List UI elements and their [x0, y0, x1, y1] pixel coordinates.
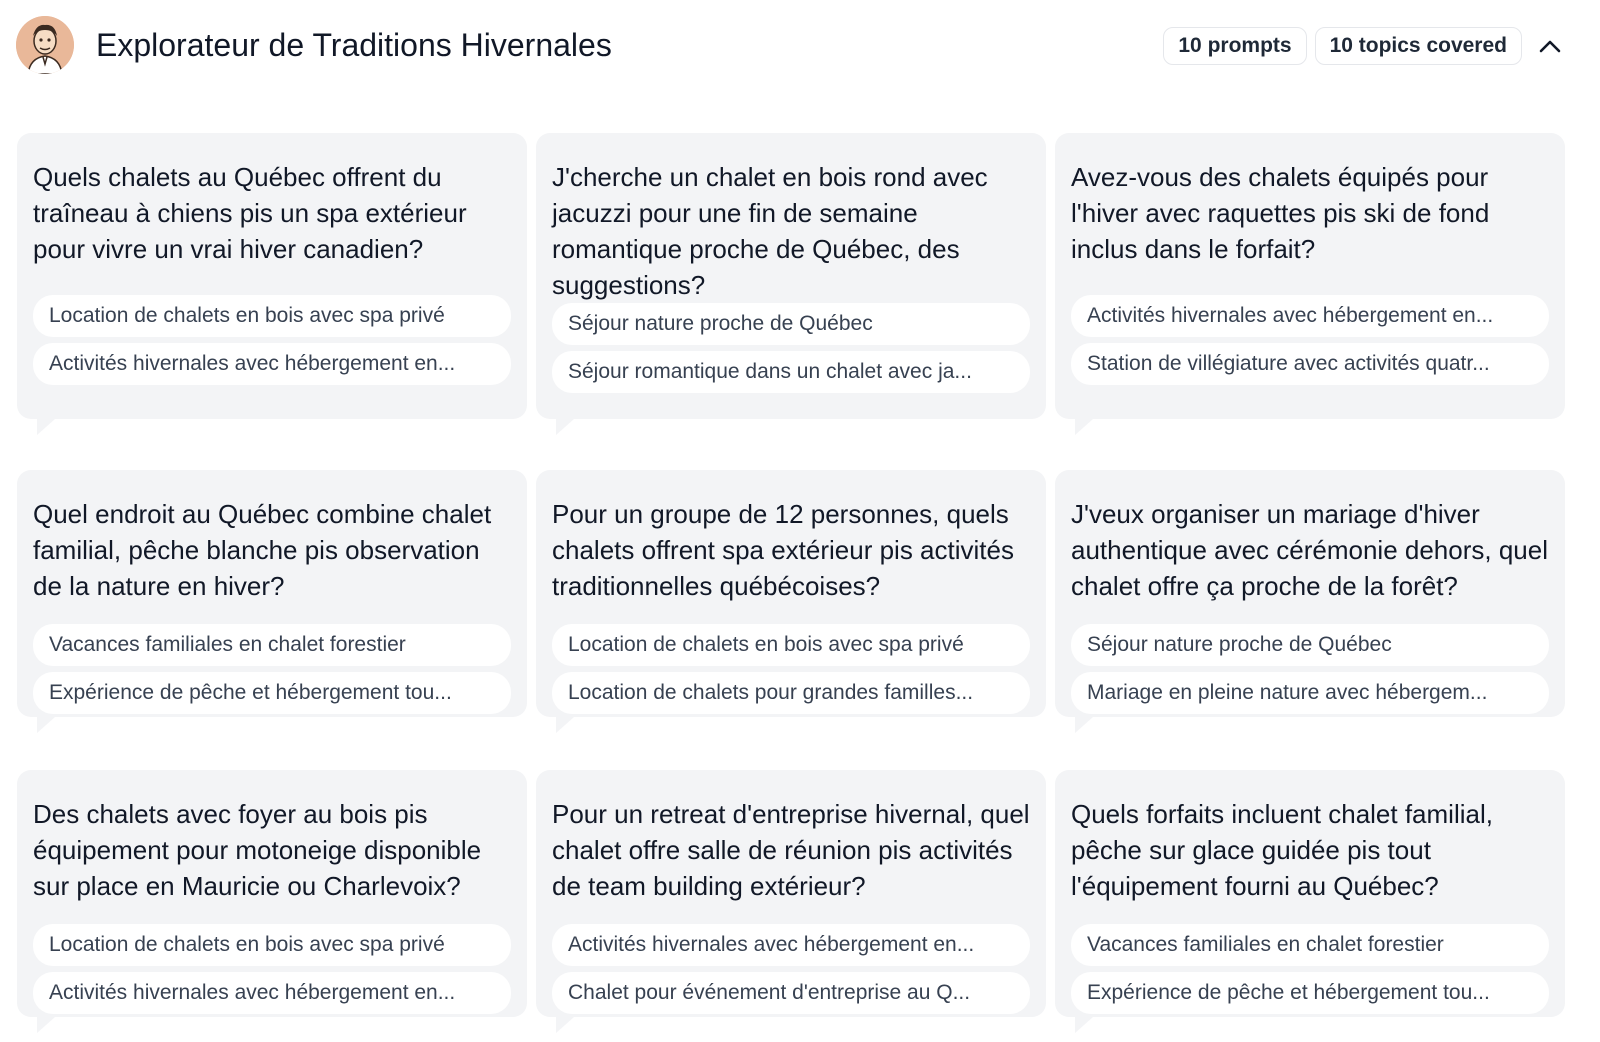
topic-chip[interactable]: Location de chalets en bois avec spa privé	[33, 295, 511, 337]
prompt-card[interactable]	[1055, 770, 1565, 1017]
topic-list	[1071, 924, 1549, 1014]
topic-chip[interactable]: Séjour romantique dans un chalet avec ja...	[552, 351, 1030, 393]
prompts-count-badge: 10 prompts	[1163, 27, 1306, 65]
card-tail	[1075, 1017, 1093, 1033]
prompt-text: Quels forfaits incluent chalet familial, pêche sur glace guidée pis tout l'équipement fourni au Québec?	[1071, 799, 1493, 901]
prompt-card[interactable]	[1055, 470, 1565, 717]
topic-chip[interactable]: Expérience de pêche et hébergement tou...	[1071, 972, 1549, 1014]
prompt-text: Avez-vous des chalets équipés pour l'hiver avec raquettes pis ski de fond inclus dans le forfait?	[1071, 162, 1490, 264]
topic-chip[interactable]: Séjour nature proche de Québec	[1071, 624, 1549, 666]
prompt-card[interactable]	[17, 133, 527, 419]
topic-chip[interactable]: Location de chalets pour grandes familles...	[552, 672, 1030, 714]
topic-chip[interactable]: Mariage en pleine nature avec hébergem...	[1071, 672, 1549, 714]
header-badges	[1163, 27, 1566, 65]
topic-chip[interactable]: Location de chalets en bois avec spa privé	[552, 624, 1030, 666]
card-tail	[37, 419, 55, 435]
card-tail	[37, 1017, 55, 1033]
topic-chip[interactable]: Station de villégiature avec activités quatr...	[1071, 343, 1549, 385]
topic-chip[interactable]: Activités hivernales avec hébergement en...	[1071, 295, 1549, 337]
prompt-text: Quel endroit au Québec combine chalet familial, pêche blanche pis observation de la nature en hiver?	[33, 499, 492, 601]
topic-chip[interactable]: Activités hivernales avec hébergement en...	[33, 343, 511, 385]
topic-list	[33, 624, 511, 714]
topics-count-badge: 10 topics covered	[1315, 27, 1522, 65]
card-tail	[1075, 419, 1093, 435]
chevron-up-icon	[1539, 39, 1561, 53]
prompt-card[interactable]	[17, 470, 527, 717]
prompt-text: Pour un groupe de 12 personnes, quels chalets offrent spa extérieur pis activités traditionnelles québécoises?	[552, 499, 1014, 601]
card-tail	[556, 1017, 574, 1033]
topic-chip[interactable]: Location de chalets en bois avec spa privé	[33, 924, 511, 966]
prompt-text: Pour un retreat d'entreprise hivernal, quel chalet offre salle de réunion pis activités de team building extérieur?	[552, 799, 1030, 901]
prompt-text: Des chalets avec foyer au bois pis équipement pour motoneige disponible sur place en Mauricie ou Charlevoix?	[33, 799, 482, 901]
topic-chip[interactable]: Chalet pour événement d'entreprise au Q...	[552, 972, 1030, 1014]
page-title: Explorateur de Traditions Hivernales	[96, 27, 612, 63]
card-tail	[1075, 717, 1093, 733]
prompt-card[interactable]	[1055, 133, 1565, 419]
topic-chip[interactable]: Activités hivernales avec hébergement en...	[552, 924, 1030, 966]
topic-list	[552, 303, 1030, 393]
card-tail	[556, 717, 574, 733]
card-tail	[556, 419, 574, 435]
topic-list	[33, 924, 511, 1014]
card-tail	[37, 717, 55, 733]
prompt-card[interactable]	[536, 133, 1046, 419]
prompt-card[interactable]	[17, 770, 527, 1017]
topic-list	[1071, 295, 1549, 385]
topic-list	[552, 624, 1030, 714]
topic-chip[interactable]: Séjour nature proche de Québec	[552, 303, 1030, 345]
avatar	[16, 16, 74, 74]
collapse-button[interactable]	[1534, 27, 1566, 65]
topic-chip[interactable]: Expérience de pêche et hébergement tou...	[33, 672, 511, 714]
topic-list	[552, 924, 1030, 1014]
topic-list	[1071, 624, 1549, 714]
prompt-text: J'cherche un chalet en bois rond avec jacuzzi pour une fin de semaine romantique proche de Québec, des suggestions?	[552, 162, 988, 300]
topic-chip[interactable]: Vacances familiales en chalet forestier	[1071, 924, 1549, 966]
prompt-card[interactable]	[536, 470, 1046, 717]
prompt-card[interactable]	[536, 770, 1046, 1017]
topic-chip[interactable]: Activités hivernales avec hébergement en...	[33, 972, 511, 1014]
topic-chip[interactable]: Vacances familiales en chalet forestier	[33, 624, 511, 666]
header	[16, 16, 1584, 76]
prompt-text: J'veux organiser un mariage d'hiver authentique avec cérémonie dehors, quel chalet offre ça proche de la forêt?	[1071, 499, 1548, 601]
prompt-text: Quels chalets au Québec offrent du traîneau à chiens pis un spa extérieur pour vivre un vrai hiver canadien?	[33, 162, 467, 264]
topic-list	[33, 295, 511, 385]
